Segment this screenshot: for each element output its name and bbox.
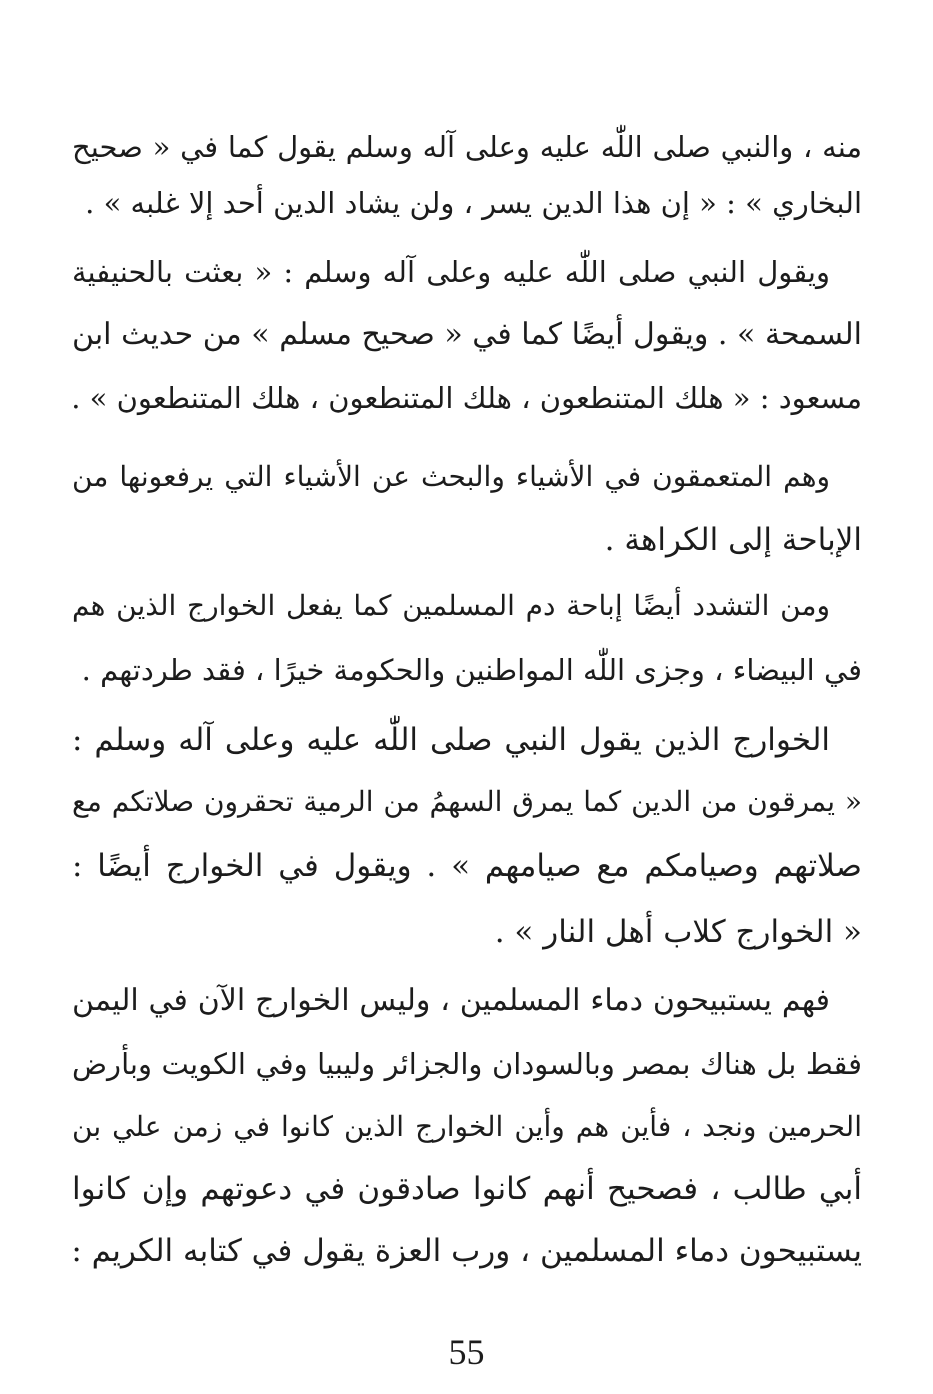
text-line: « الخوارج كلاب أهل النار » .: [494, 914, 862, 950]
text-line: الحرمين ونجد ، فأين هم وأين الخوارج الذين كانوا في زمن علي بن: [72, 1110, 862, 1143]
text-line: السمحة » . ويقول أيضًا كما في « صحيح مسلم » من حديث ابن: [72, 317, 863, 352]
text-line: ويقول النبي صلى اللّٰه عليه وعلى آله وسلم : « بعثت بالحنيفية: [72, 255, 830, 289]
page-number: 55: [448, 1332, 485, 1372]
text-line: ومن التشدد أيضًا إباحة دم المسلمين كما يفعل الخوارج الذين هم: [72, 589, 830, 622]
text-line: أبي طالب ، فصحيح أنهم كانوا صادقون في دعوتهم وإن كانوا: [72, 1171, 862, 1207]
text-line: فهم يستبيحون دماء المسلمين ، وليس الخوارج الآن في اليمن: [72, 983, 830, 1018]
text-line: « يمرقون من الدين كما يمرق السهمُ من الرمية تحقرون صلاتكم مع: [72, 785, 862, 818]
text-line: صلاتهم وصيامكم مع صيامهم » . ويقول في الخوارج أيضًا :: [72, 848, 862, 884]
text-line: منه ، والنبي صلى اللّٰه عليه وعلى آله وسلم يقول كما في « صحيح: [72, 130, 862, 164]
text-line: الإباحة إلى الكراهة .: [604, 522, 862, 558]
text-line: الخوارج الذين يقول النبي صلى اللّٰه عليه وعلى آله وسلم :: [72, 722, 830, 758]
text-line: يستبيحون دماء المسلمين ، ورب العزة يقول في كتابه الكريم :: [71, 1233, 862, 1269]
text-line: البخاري » : « إن هذا الدين يسر ، ولن يشاد الدين أحد إلا غلبه » .: [85, 186, 862, 220]
text-line: وهم المتعمقون في الأشياء والبحث عن الأشياء التي يرفعونها من: [72, 460, 830, 493]
text-line: مسعود : « هلك المتنطعون ، هلك المتنطعون ، هلك المتنطعون » .: [71, 381, 862, 415]
text-line: في البيضاء ، وجزى اللّٰه المواطنين والحكومة خيرًا ، فقد طردتهم .: [81, 653, 862, 687]
text-line: فقط بل هناك بمصر وبالسودان والجزائر وليبيا وفي الكويت وبأرض: [72, 1047, 862, 1081]
